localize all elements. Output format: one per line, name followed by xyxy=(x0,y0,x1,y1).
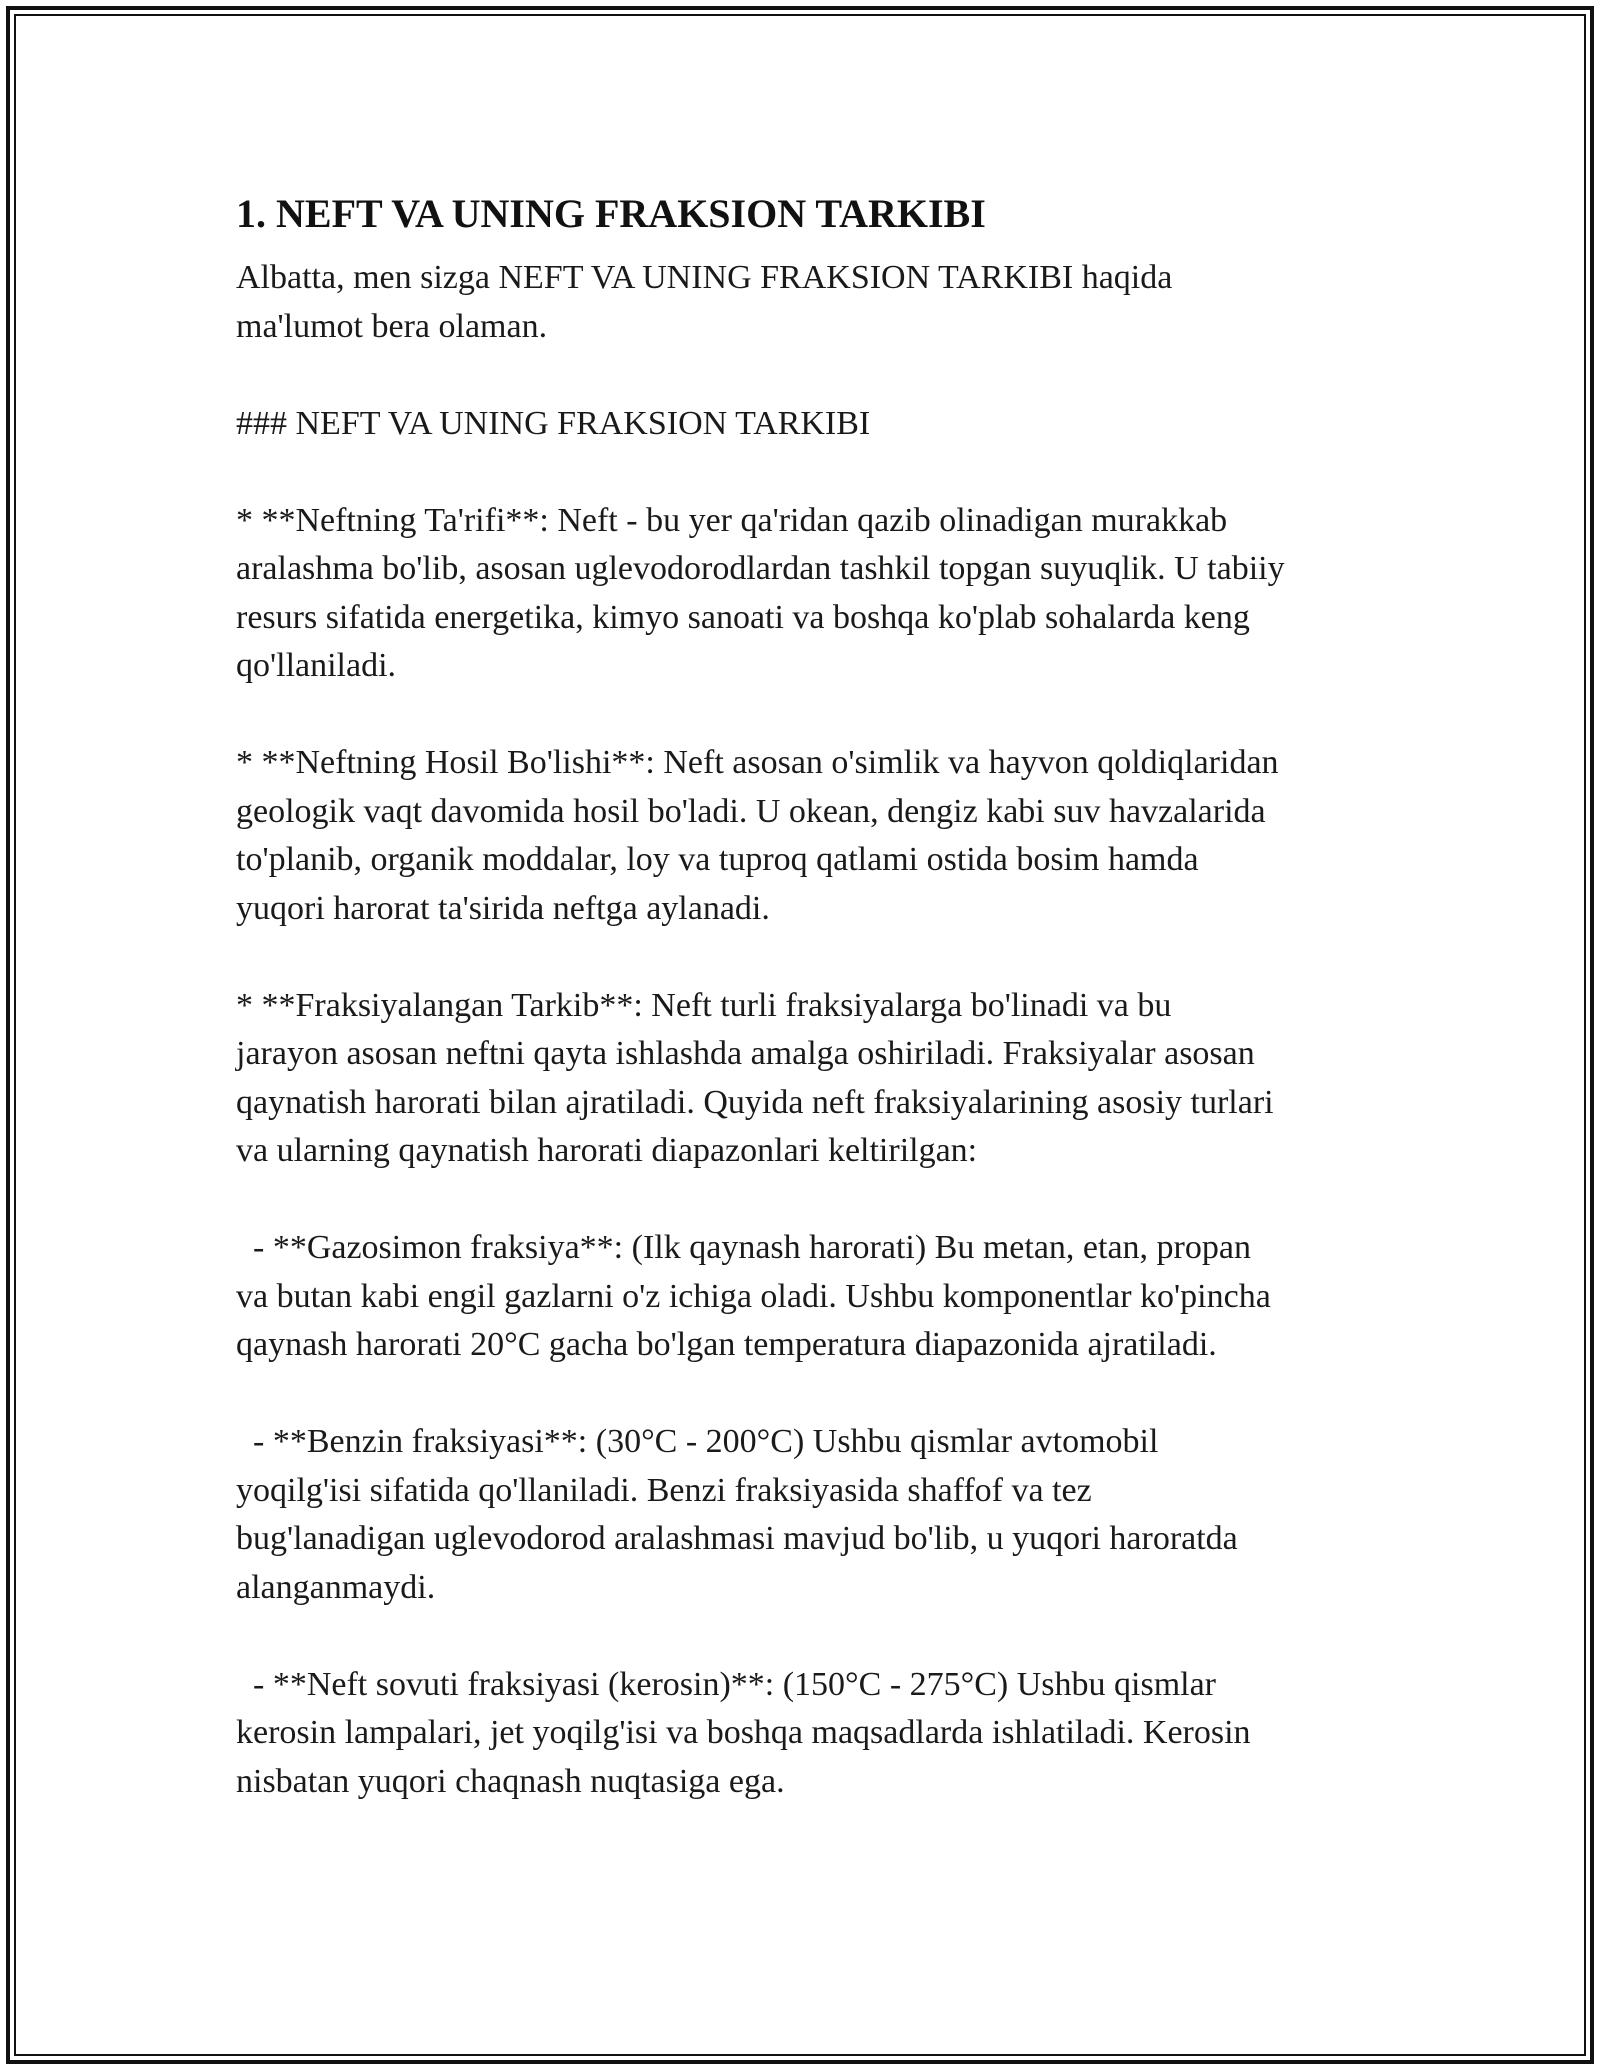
kerosene-fraction-item: - **Neft sovuti fraksiyasi (kerosin)**: (150°C - 275°C) Ushbu qismlar kerosin lampalari, jet yoqilg'isi va boshqa maqsadlarda ishlatiladi. Kerosin nisbatan yuqori chaqnash nuqtasiga ega. xyxy=(236,1665,1251,1800)
fraction-composition-paragraph: * **Fraksiyalangan Tarkib**: Neft turli fraksiyalarga bo'linadi va bu jarayon asosan neftni qayta ishlashda amalga oshiriladi. Fraksiyalar asosan qaynatish harorati bilan ajratiladi. Quyida neft fraksiyalarining asosiy turlari va ularning qaynatish harorati diapazonlari keltirilgan: xyxy=(236,986,1274,1169)
gasoline-fraction-item: - **Benzin fraksiyasi**: (30°C - 200°C) Ushbu qismlar avtomobil yoqilg'isi sifatida qo'llaniladi. Benzi fraksiyasida shaffof va tez bug'lanadigan uglevodorod aralashmasi mavjud bo'lib, u yuqori haroratda alanganmaydi. xyxy=(236,1423,1238,1606)
intro-paragraph: Albatta, men sizga NEFT VA UNING FRAKSION TARKIBI haqida ma'lumot bera olaman. xyxy=(236,259,1173,345)
document-heading: 1. NEFT VA UNING FRAKSION TARKIBI xyxy=(236,191,986,236)
definition-paragraph: * **Neftning Ta'rifi**: Neft - bu yer qa'ridan qazib olinadigan murakkab aralashma bo'lib, asosan uglevodorodlardan tashkil topgan suyuqlik. U tabiiy resurs sifatida energetika, kimyo sanoati va boshqa ko'plab sohalarda keng qo'llaniladi. xyxy=(236,501,1285,684)
formation-paragraph: * **Neftning Hosil Bo'lishi**: Neft asosan o'simlik va hayvon qoldiqlaridan geologik vaqt davomida hosil bo'ladi. U okean, dengiz kabi suv havzalarida to'planib, organik moddalar, loy va tuproq qatlami ostida bosim hamda yuqori harorat ta'sirida neftga aylanadi. xyxy=(236,744,1279,927)
gas-fraction-item: - **Gazosimon fraksiya**: (Ilk qaynash harorati) Bu metan, etan, propan va butan kabi engil gazlarni o'z ichiga oladi. Ushbu komponentlar ko'pincha qaynash harorati 20°C gacha bo'lgan temperatura diapazonida ajratiladi. xyxy=(236,1229,1271,1363)
section-heading-line: ### NEFT VA UNING FRAKSION TARKIBI xyxy=(236,404,871,442)
document-body xyxy=(236,186,1376,1855)
